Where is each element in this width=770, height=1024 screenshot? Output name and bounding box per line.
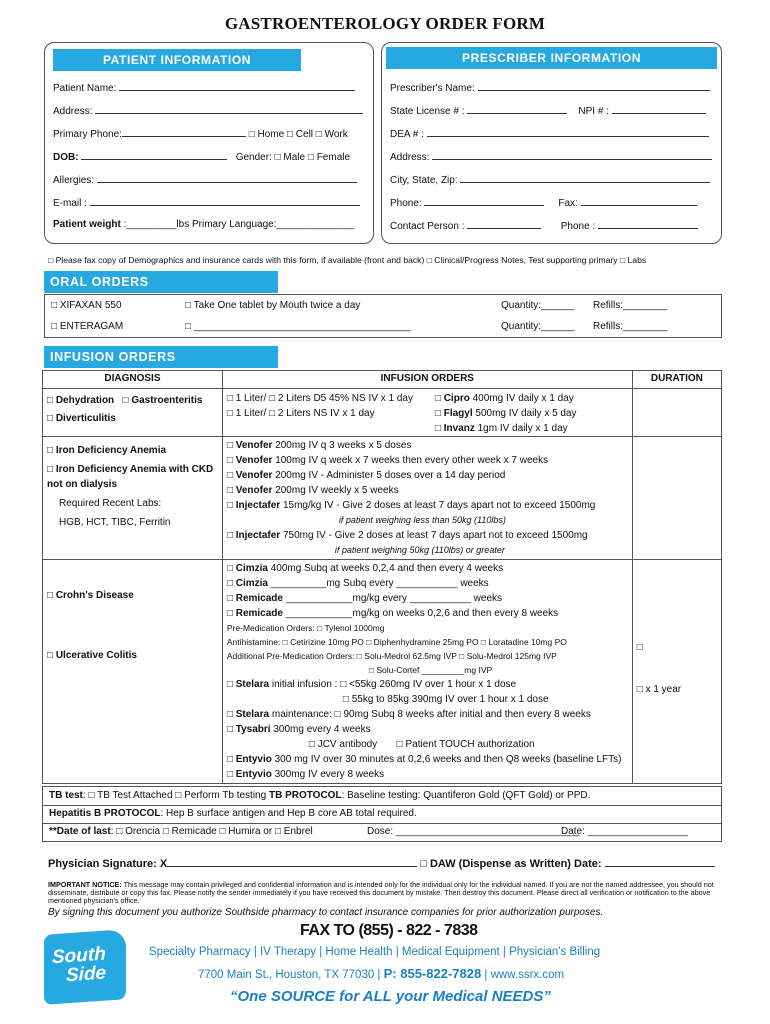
tb-row [49, 790, 590, 801]
remicade-1-checkbox[interactable]: Remicade [235, 593, 283, 604]
npi-label: NPI # : [578, 106, 609, 117]
entyvio-1-checkbox[interactable]: Entyvio [235, 754, 272, 765]
venofer-3-checkbox[interactable]: Venofer [235, 470, 273, 481]
cimzia-1-dose: 400mg Subq at weeks 0,2,4 and then every 4 weeks [270, 563, 504, 574]
prescriber-name-field[interactable] [478, 81, 710, 91]
ulcerative-colitis-checkbox[interactable]: □ Ulcerative Colitis [47, 650, 137, 661]
date-last-label: **Date of last [49, 826, 111, 837]
city-state-zip-field[interactable] [460, 173, 710, 183]
city-state-zip-label: City, State, Zip: [390, 175, 458, 186]
prescriber-address-label: Address: [390, 152, 430, 163]
allergies-label: Allergies: [53, 175, 95, 186]
logo-line-2: Side [66, 962, 107, 987]
patient-name-field[interactable] [119, 81, 355, 91]
tb-label: TB test [49, 790, 83, 801]
iron-ckd-checkbox[interactable]: □ Iron Deficiency Anemia with CKD [47, 464, 214, 475]
xifaxan-quantity[interactable]: Quantity:______ [501, 300, 575, 311]
tb-protocol-label: TB PROTOCOL [268, 790, 342, 801]
services-line: Specialty Pharmacy | IV Therapy | Home Health | Medical Equipment | Physician's Billing [149, 946, 601, 958]
venofer-3-dose: 200mg IV - Administer 5 doses over a 14 day period [275, 470, 506, 481]
injectafer-2-note: if patient weighing 50kg (110lbs) or greater [334, 545, 505, 555]
entyvio-2-dose: 300mg IV every 8 weeks [274, 769, 385, 780]
patient-phone-label: Primary Phone: [53, 129, 122, 140]
dea-field[interactable] [427, 127, 709, 137]
tb-protocol-text: : Baseline testing: Quantiferon Gold (QFT Gold) or PPD. [341, 790, 591, 801]
ns-fluid-option[interactable]: □ 1 Liter/ □ 2 Liters NS IV x 1 day [226, 408, 375, 419]
col-diagnosis: DIAGNOSIS [43, 371, 223, 389]
iron-deficiency-checkbox[interactable]: □ Iron Deficiency Anemia [47, 445, 167, 456]
weight-language-field[interactable]: :_________lbs Primary Language:______________ [123, 219, 355, 230]
patient-phone-field[interactable] [122, 127, 246, 137]
required-labs-label: Required Recent Labs: [59, 498, 162, 509]
dea-label: DEA # : [390, 129, 424, 140]
stelara-induction-dose[interactable]: initial infusion : □ <55kg 260mg IV over 1 hour x 1 dose [271, 679, 517, 690]
notice-label: IMPORTANT NOTICE: [48, 880, 122, 889]
required-labs: HGB, HCT, TIBC, Ferritin [59, 517, 171, 528]
jcv-antibody-checkbox[interactable]: □ JCV antibody [308, 739, 378, 750]
oral-orders-box [44, 294, 722, 338]
npi-field[interactable] [612, 104, 706, 114]
contact-person-label: Contact Person : [390, 221, 465, 232]
remicade-1-dose[interactable]: ____________mg/kg every ___________ weeks [285, 593, 503, 604]
prescriber-phone-field[interactable] [424, 196, 544, 206]
injectafer-1-checkbox[interactable]: Injectafer [235, 500, 281, 511]
footer-web[interactable]: | www.ssrx.com [484, 969, 565, 981]
venofer-2-checkbox[interactable]: Venofer [235, 455, 273, 466]
date-last-row [49, 826, 313, 837]
hepb-label: Hepatitis B PROTOCOL [49, 808, 161, 819]
state-license-field[interactable] [467, 104, 567, 114]
protocol-box [42, 786, 722, 842]
entyvio-2-checkbox[interactable]: Entyvio [235, 769, 272, 780]
venofer-2-dose: 100mg IV q week x 7 weeks then every other week x 7 weeks [275, 455, 549, 466]
date-last-options[interactable]: : □ Orencia □ Remicade □ Humira or □ Enbrel [110, 826, 313, 837]
injectafer-1-dose: 15mg/kg IV - Give 2 doses at least 7 days apart not to exceed 1500mg [282, 500, 596, 511]
premed-orders[interactable]: Pre-Medication Orders: □ Tylenol 1000mg [226, 623, 385, 633]
d5-fluid-option[interactable]: □ 1 Liter/ □ 2 Liters D5 45% NS IV x 1 day [226, 393, 413, 404]
flagyl-checkbox[interactable]: □ Flagyl [434, 408, 473, 419]
contact-phone-field[interactable] [598, 219, 698, 229]
venofer-1-checkbox[interactable]: Venofer [235, 440, 273, 451]
signature-date-field[interactable] [605, 857, 715, 867]
authorize-statement: By signing this document you authorize Southside pharmacy to contact insurance companies for prior authorization purposes. [48, 907, 604, 918]
date-last-dose[interactable]: Dose: _________________________________ [367, 826, 580, 837]
fax-number: FAX TO (855) - 822 - 7838 [300, 922, 478, 939]
col-infusion-orders: INFUSION ORDERS [222, 371, 632, 389]
iron-ckd-label-2: not on dialysis [47, 479, 118, 490]
diverticulitis-checkbox[interactable]: □ Diverticulitis [47, 413, 116, 424]
injectafer-1-note: if patient weighing less than 50kg (110lbs) [338, 515, 506, 525]
stelara-mid-option[interactable]: □ 55kg to 85kg 390mg IV over 1 hour x 1 dose [342, 694, 549, 705]
cimzia-2-dose[interactable]: __________mg Subq every ___________ weeks [270, 578, 489, 589]
logo-line-1: South [52, 943, 106, 969]
dob-field[interactable] [81, 150, 227, 160]
contact-phone-label: Phone : [560, 221, 596, 232]
hepb-text: : Hep B surface antigen and Hep B core AB total required. [160, 808, 417, 819]
additional-premed-orders[interactable]: Additional Pre-Medication Orders: □ Solu-Medrol 62.5mg IVP □ Solu-Medrol 125mg IVP [226, 651, 557, 661]
patient-address-field[interactable] [95, 104, 363, 114]
address-line [198, 966, 564, 981]
dehydration-checkbox[interactable]: □ Dehydration [47, 395, 115, 406]
oral-orders-header: ORAL ORDERS [44, 271, 278, 293]
slogan: “One SOURCE for ALL your Medical NEEDS” [230, 988, 551, 1005]
oral-row [51, 300, 122, 311]
fax-note[interactable]: □ Please fax copy of Demographics and insurance cards with this form, if available (front and back) □ Clinical/Progress Notes, Test supporting primary □ Labs [48, 255, 647, 265]
remicade-2-dose[interactable]: ____________mg/kg on weeks 0,2,6 and then every 8 weeks [285, 608, 559, 619]
page-title: GASTROENTEROLOGY ORDER FORM [224, 14, 546, 33]
enteragam-checkbox[interactable]: □ ENTERAGAM [51, 321, 124, 332]
notice-text: This message may contain privileged and confidential information and is intended only for the individual only for the individual named. If you are not the named addressee, you should not disseminate, distribute or copy this fax. Please notify the sender immediately if you have received this document by mistake. Then destroy this document. Please direct all verification or notification to the above mentioned physician's office. [48, 880, 714, 906]
venofer-1-dose: 200mg IV q 3 weeks x 5 doses [275, 440, 412, 451]
invanz-checkbox[interactable]: □ Invanz [434, 423, 475, 434]
daw-checkbox[interactable]: □ DAW (Dispense as Written) Date: [420, 858, 602, 870]
prescriber-name-label: Prescriber's Name: [390, 83, 475, 94]
solu-cortef-option[interactable]: □ Solu-Cortef _________mg IVP [368, 665, 493, 675]
duration-1-year-checkbox[interactable]: □ x 1 year [636, 684, 682, 695]
invanz-dose: 1gm IV daily x 1 day [477, 423, 568, 434]
state-license-label: State License # : [390, 106, 465, 117]
stelara-maint-checkbox[interactable]: Stelara [235, 709, 270, 720]
southside-logo [44, 929, 126, 1005]
injectafer-2-dose: 750mg IV - Give 2 doses at least 7 days apart not to exceed 1500mg [282, 530, 588, 541]
antihistamine-orders[interactable]: Antihistamine: □ Cetirizine 10mg PO □ Diphenhydramine 25mg PO □ Loratadine 10mg PO [226, 637, 567, 647]
contact-person-field[interactable] [467, 219, 541, 229]
prescriber-fax-label: Fax: [558, 198, 578, 209]
phone-type-checkboxes[interactable]: □ Home □ Cell □ Work [248, 129, 348, 140]
patient-info-header: PATIENT INFORMATION [53, 49, 301, 71]
important-notice [48, 881, 724, 906]
signature-label: Physician Signature: X [48, 858, 168, 870]
stelara-induction-checkbox[interactable]: Stelara [235, 679, 270, 690]
tysabri-checkbox[interactable]: Tysabri [235, 724, 271, 735]
venofer-4-checkbox[interactable]: Venofer [235, 485, 273, 496]
footer-phone: P: 855-822-7828 [383, 966, 482, 981]
cimzia-2-checkbox[interactable]: Cimzia [235, 578, 268, 589]
allergies-field[interactable] [97, 173, 357, 183]
cimzia-1-checkbox[interactable]: Cimzia [235, 563, 268, 574]
xifaxan-directions[interactable]: □ Take One tablet by Mouth twice a day [185, 300, 361, 311]
xifaxan-refills[interactable]: Refills:________ [593, 300, 668, 311]
patient-name-label: Patient Name: [53, 83, 117, 94]
tb-options[interactable]: : □ TB Test Attached □ Perform Tb testing [82, 790, 267, 801]
infusion-table: DIAGNOSIS INFUSION ORDERS DURATION □ Dehydration □ Gastroenteritis □ Diverticulitis □ 1 Liter/ □ 2 Liters D5 45% NS IV x 1 day □ 1 Liter/ □ 2 Liters NS IV x 1 day □ Cipro 400mg IV daily x 1 day □ Flagyl 500mg IV daily x 5 day □ Invanz 1gm IV daily x 1 day □ Iron Deficiency Anemia □ Iron Deficiency Anemia with CKD not on dialysis Required Recent Labs: HGB, HCT, TIBC, Ferritin □ Venofer 200mg IV q 3 weeks x 5 doses □ Venofer 100mg IV q week x 7 weeks then every other week x 7 weeks □ Venofer 200mg IV - Administer 5 doses over a 14 day period □ Venofer 200mg IV weekly x 5 weeks □ Injectafer 15mg/kg IV - Give 2 doses at least 7 days apart not to exceed 1500mg if patient weighing less than 50kg (110lbs) □ Injectafer 750mg IV - Give 2 doses at least 7 days apart not to exceed 1500mg if patient weighing 50kg (110lbs) or greater □ Crohn's Disease □ Ulcerative Colitis □ Cimzia 400mg Subq at weeks 0,2,4 and then every 4 weeks □ Cimzia __________mg Subq every ___________ weeks □ Remicade ____________mg/kg every ___________ weeks □ Remicade ____________mg/kg on weeks 0,2,6 and then every 8 weeks Pre-Medication Orders: □ Tylenol 1000mg Antihistamine: □ Cetirizine 10mg PO □ Diphenhydramine 25mg PO □ Loratadine 10mg PO Additional Pre-Medication Orders: □ Solu-Medrol 62.5mg IVP □ Solu-Medrol 125mg IVP □ Solu-Cortef _________mg IVP □ Stelara initial infusion : □ <55kg 260mg IV over 1 hour x 1 dose □ 55kg to 85kg 390mg IV over 1 hour x 1 dose □ Stelara maintenance: □ 90mg Subq 8 weeks after initial and then every 8 weeks □ Tysabri 300mg every 4 weeks □ JCV antibody □ Patient TOUCH authorization □ Entyvio 300 mg IV over 30 minutes at 0,2,6 weeks and then Q8 weeks (baseline LFTs) □ Entyvio 300mg IV every 8 weeks □ □ x 1 year [42, 370, 722, 784]
gender-checkboxes[interactable]: Gender: □ Male □ Female [235, 152, 351, 163]
prescriber-address-field[interactable] [432, 150, 712, 160]
prescriber-info-header: PRESCRIBER INFORMATION [386, 47, 717, 69]
dob-label: DOB: [53, 152, 79, 163]
flagyl-dose: 500mg IV daily x 5 day [475, 408, 577, 419]
date-last-date[interactable]: Date: __________________ [561, 826, 688, 837]
weight-label: Patient weight [53, 219, 121, 230]
xifaxan-checkbox[interactable]: □ XIFAXAN 550 [51, 300, 122, 311]
cipro-dose: 400mg IV daily x 1 day [472, 393, 574, 404]
col-duration: DURATION [632, 371, 721, 389]
entyvio-1-dose: 300 mg IV over 30 minutes at 0,2,6 weeks and then Q8 weeks (baseline LFTs) [274, 754, 622, 765]
hepb-row [49, 808, 417, 819]
cipro-checkbox[interactable]: □ Cipro [434, 393, 470, 404]
footer-address: 7700 Main St., Houston, TX 77030 | [198, 969, 381, 981]
stelara-maint-dose[interactable]: maintenance: □ 90mg Subq 8 weeks after initial and then every 8 weeks [271, 709, 591, 720]
signature-field[interactable] [167, 857, 417, 867]
prescriber-phone-label: Phone: [390, 198, 422, 209]
gastroenteritis-checkbox[interactable]: □ Gastroenteritis [122, 395, 203, 406]
enteragam-refills[interactable]: Refills:________ [593, 321, 668, 332]
prescriber-fax-field[interactable] [581, 196, 697, 206]
patient-info-panel [44, 42, 374, 244]
venofer-4-dose: 200mg IV weekly x 5 weeks [275, 485, 399, 496]
prescriber-info-panel [381, 42, 722, 244]
signature-row [48, 857, 715, 870]
patient-address-label: Address: [53, 106, 93, 117]
email-label: E-mail : [53, 198, 87, 209]
crohns-checkbox[interactable]: □ Crohn's Disease [47, 590, 134, 601]
injectafer-2-checkbox[interactable]: Injectafer [235, 530, 281, 541]
remicade-2-checkbox[interactable]: Remicade [235, 608, 283, 619]
enteragam-directions[interactable]: □ _______________________________________ [185, 321, 411, 332]
touch-auth-checkbox[interactable]: □ Patient TOUCH authorization [396, 739, 535, 750]
infusion-orders-header: INFUSION ORDERS [44, 346, 278, 368]
duration-checkbox[interactable]: □ [636, 642, 643, 653]
enteragam-quantity[interactable]: Quantity:______ [501, 321, 575, 332]
tysabri-dose: 300mg every 4 weeks [273, 724, 371, 735]
email-field[interactable] [90, 196, 360, 206]
